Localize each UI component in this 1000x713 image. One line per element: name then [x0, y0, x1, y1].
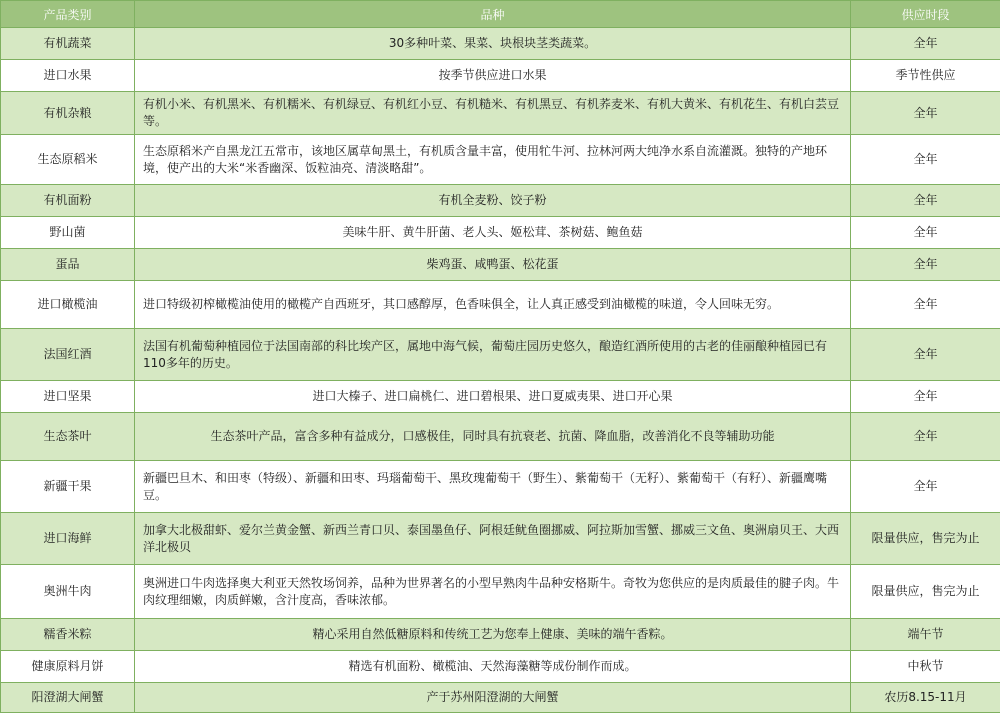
variety-cell: 美味牛肝、黄牛肝菌、老人头、姬松茸、茶树菇、鲍鱼菇: [135, 217, 851, 249]
category-cell: 进口海鲜: [1, 513, 135, 565]
variety-cell: 奥洲进口牛肉选择奥大利亚天然牧场饲养，品种为世界著名的小型早熟肉牛品种安格斯牛。奇牧为您供应的是肉质最佳的腱子肉。牛肉纹理细嫩，肉质鲜嫩，含汁度高，香味浓郁。: [135, 565, 851, 619]
supply-cell: 全年: [851, 381, 1000, 413]
variety-cell: 加拿大北极甜虾、爱尔兰黄金蟹、新西兰青口贝、泰国墨鱼仔、阿根廷鱿鱼圈挪威、阿拉斯加雪蟹、挪威三文鱼、奥洲扇贝王、大西洋北极贝: [135, 513, 851, 565]
category-cell: 有机面粉: [1, 185, 135, 217]
category-cell: 阳澄湖大闸蟹: [1, 683, 135, 713]
table-row: [1, 565, 1000, 619]
category-cell: 生态原稻米: [1, 135, 135, 185]
supply-cell: 全年: [851, 185, 1000, 217]
table-row: [1, 60, 1000, 92]
supply-cell: 限量供应，售完为止: [851, 565, 1000, 619]
table-row: [1, 513, 1000, 565]
table-row: [1, 28, 1000, 60]
variety-cell: 生态茶叶产品，富含多种有益成分，口感极佳，同时具有抗衰老、抗菌、降血脂，改善消化不良等辅助功能: [135, 413, 851, 461]
category-cell: 奥洲牛肉: [1, 565, 135, 619]
table-row: [1, 651, 1000, 683]
variety-cell: 生态原稻米产自黑龙江五常市，该地区属草甸黑土，有机质含量丰富，使用牤牛河、拉林河两大纯净水系自流灌溉。独特的产地环境，使产出的大米“米香幽深、饭粒油亮、清淡略甜”。: [135, 135, 851, 185]
category-cell: 进口坚果: [1, 381, 135, 413]
supply-cell: 全年: [851, 413, 1000, 461]
table-row: [1, 92, 1000, 135]
supply-cell: 限量供应，售完为止: [851, 513, 1000, 565]
table-row: [1, 619, 1000, 651]
table-row: [1, 135, 1000, 185]
category-cell: 健康原料月饼: [1, 651, 135, 683]
supply-cell: 全年: [851, 28, 1000, 60]
category-cell: 进口橄榄油: [1, 281, 135, 329]
category-cell: 有机蔬菜: [1, 28, 135, 60]
table-row: [1, 381, 1000, 413]
category-cell: 蛋品: [1, 249, 135, 281]
category-cell: 糯香米粽: [1, 619, 135, 651]
variety-cell: 新疆巴旦木、和田枣（特级）、新疆和田枣、玛瑙葡萄干、黑玫瑰葡萄干（野生）、紫葡萄干（无籽）、紫葡萄干（有籽）、新疆鹰嘴豆。: [135, 461, 851, 513]
category-cell: 法国红酒: [1, 329, 135, 381]
variety-cell: 柴鸡蛋、咸鸭蛋、松花蛋: [135, 249, 851, 281]
variety-cell: 30多种叶菜、果菜、块根块茎类蔬菜。: [135, 28, 851, 60]
supply-cell: 端午节: [851, 619, 1000, 651]
table-row: [1, 683, 1000, 713]
category-cell: 有机杂粮: [1, 92, 135, 135]
table-row: [1, 249, 1000, 281]
supply-cell: 季节性供应: [851, 60, 1000, 92]
table-row: [1, 329, 1000, 381]
supply-cell: 全年: [851, 249, 1000, 281]
variety-cell: 有机小米、有机黑米、有机糯米、有机绿豆、有机红小豆、有机糙米、有机黑豆、有机荞麦米、有机大黄米、有机花生、有机白芸豆等。: [135, 92, 851, 135]
table-row: [1, 281, 1000, 329]
supply-cell: 全年: [851, 217, 1000, 249]
header-row: [1, 1, 1000, 28]
supply-cell: 全年: [851, 92, 1000, 135]
supply-cell: 全年: [851, 461, 1000, 513]
supply-cell: 中秋节: [851, 651, 1000, 683]
variety-cell: 精心采用自然低糖原料和传统工艺为您奉上健康、美味的端午香粽。: [135, 619, 851, 651]
category-cell: 新疆干果: [1, 461, 135, 513]
supply-cell: 农历8.15-11月: [851, 683, 1000, 713]
variety-cell: 法国有机葡萄种植园位于法国南部的科比埃产区，属地中海气候，葡萄庄园历史悠久，酿造红酒所使用的古老的佳丽酿种植园已有110多年的历史。: [135, 329, 851, 381]
header-category: 产品类别: [1, 1, 135, 28]
variety-cell: 产于苏州阳澄湖的大闸蟹: [135, 683, 851, 713]
variety-cell: 进口特级初榨橄榄油使用的橄榄产自西班牙，其口感醇厚，色香味俱全，让人真正感受到油橄榄的味道，令人回味无穷。: [135, 281, 851, 329]
variety-cell: 有机全麦粉、饺子粉: [135, 185, 851, 217]
supply-cell: 全年: [851, 281, 1000, 329]
variety-cell: 进口大榛子、进口扁桃仁、进口碧根果、进口夏威夷果、进口开心果: [135, 381, 851, 413]
supply-cell: 全年: [851, 329, 1000, 381]
table-row: [1, 413, 1000, 461]
category-cell: 进口水果: [1, 60, 135, 92]
category-cell: 野山菌: [1, 217, 135, 249]
variety-cell: 精选有机面粉、橄榄油、天然海藻糖等成份制作而成。: [135, 651, 851, 683]
category-cell: 生态茶叶: [1, 413, 135, 461]
table-row: [1, 461, 1000, 513]
header-supply: 供应时段: [851, 1, 1000, 28]
table-row: [1, 217, 1000, 249]
header-variety: 品种: [135, 1, 851, 28]
variety-cell: 按季节供应进口水果: [135, 60, 851, 92]
table-row: [1, 185, 1000, 217]
supply-cell: 全年: [851, 135, 1000, 185]
